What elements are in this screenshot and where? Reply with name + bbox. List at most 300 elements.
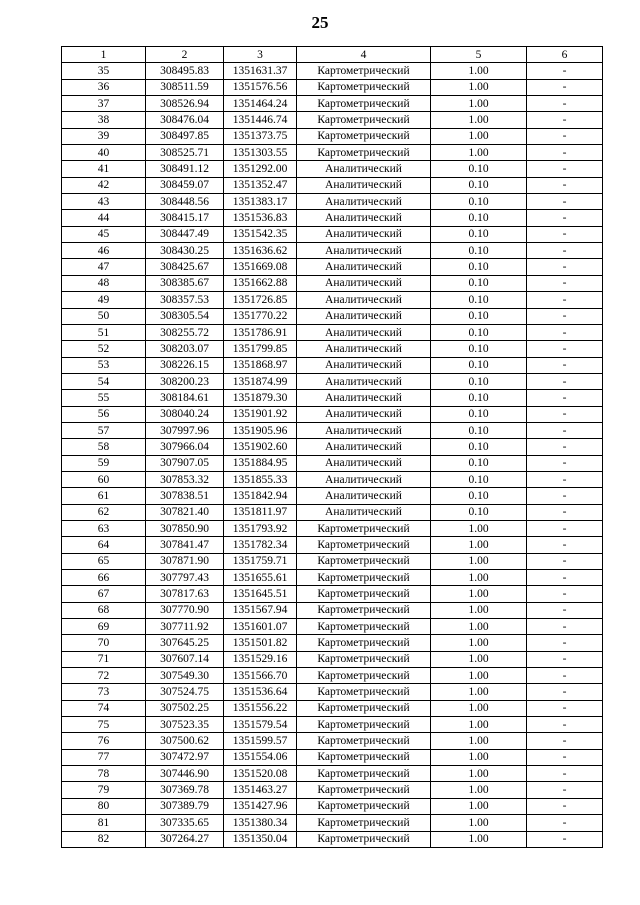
table-header bbox=[62, 47, 603, 63]
y-coordinate-cell: 1351759.71 bbox=[224, 553, 297, 569]
table-row bbox=[62, 570, 603, 586]
point-number-cell: 59 bbox=[62, 455, 146, 471]
point-number-cell: 35 bbox=[62, 63, 146, 79]
table-row bbox=[62, 177, 603, 193]
table-row bbox=[62, 602, 603, 618]
method-cell: Аналитический bbox=[297, 422, 431, 438]
x-coordinate-cell: 308476.04 bbox=[146, 112, 224, 128]
y-coordinate-cell: 1351868.97 bbox=[224, 357, 297, 373]
accuracy-cell: 1.00 bbox=[431, 668, 527, 684]
y-coordinate-cell: 1351811.97 bbox=[224, 504, 297, 520]
point-number-cell: 44 bbox=[62, 210, 146, 226]
x-coordinate-cell: 308497.85 bbox=[146, 128, 224, 144]
note-cell: - bbox=[527, 324, 603, 340]
note-cell: - bbox=[527, 128, 603, 144]
method-cell: Аналитический bbox=[297, 275, 431, 291]
y-coordinate-cell: 1351463.27 bbox=[224, 782, 297, 798]
y-coordinate-cell: 1351799.85 bbox=[224, 341, 297, 357]
point-number-cell: 77 bbox=[62, 749, 146, 765]
note-cell: - bbox=[527, 455, 603, 471]
note-cell: - bbox=[527, 619, 603, 635]
table-row bbox=[62, 439, 603, 455]
y-coordinate-cell: 1351645.51 bbox=[224, 586, 297, 602]
y-coordinate-cell: 1351380.34 bbox=[224, 815, 297, 831]
x-coordinate-cell: 308526.94 bbox=[146, 96, 224, 112]
y-coordinate-cell: 1351786.91 bbox=[224, 324, 297, 340]
accuracy-cell: 1.00 bbox=[431, 586, 527, 602]
point-number-cell: 63 bbox=[62, 520, 146, 536]
point-number-cell: 36 bbox=[62, 79, 146, 95]
method-cell: Аналитический bbox=[297, 373, 431, 389]
accuracy-cell: 1.00 bbox=[431, 145, 527, 161]
accuracy-cell: 0.10 bbox=[431, 161, 527, 177]
y-coordinate-cell: 1351536.83 bbox=[224, 210, 297, 226]
x-coordinate-cell: 308385.67 bbox=[146, 275, 224, 291]
note-cell: - bbox=[527, 684, 603, 700]
table-row bbox=[62, 373, 603, 389]
point-number-cell: 73 bbox=[62, 684, 146, 700]
y-coordinate-cell: 1351879.30 bbox=[224, 390, 297, 406]
method-cell: Аналитический bbox=[297, 292, 431, 308]
method-cell: Картометрический bbox=[297, 815, 431, 831]
table-row bbox=[62, 63, 603, 79]
point-number-cell: 41 bbox=[62, 161, 146, 177]
method-cell: Аналитический bbox=[297, 455, 431, 471]
x-coordinate-cell: 307907.05 bbox=[146, 455, 224, 471]
method-cell: Картометрический bbox=[297, 553, 431, 569]
accuracy-cell: 1.00 bbox=[431, 537, 527, 553]
accuracy-cell: 1.00 bbox=[431, 733, 527, 749]
point-number-cell: 45 bbox=[62, 226, 146, 242]
y-coordinate-cell: 1351905.96 bbox=[224, 422, 297, 438]
note-cell: - bbox=[527, 471, 603, 487]
method-cell: Картометрический bbox=[297, 570, 431, 586]
method-cell: Аналитический bbox=[297, 357, 431, 373]
point-number-cell: 64 bbox=[62, 537, 146, 553]
table-row bbox=[62, 504, 603, 520]
method-cell: Картометрический bbox=[297, 586, 431, 602]
accuracy-cell: 1.00 bbox=[431, 602, 527, 618]
point-number-cell: 82 bbox=[62, 831, 146, 847]
point-number-cell: 51 bbox=[62, 324, 146, 340]
note-cell: - bbox=[527, 79, 603, 95]
accuracy-cell: 1.00 bbox=[431, 684, 527, 700]
y-coordinate-cell: 1351542.35 bbox=[224, 226, 297, 242]
note-cell: - bbox=[527, 308, 603, 324]
x-coordinate-cell: 308184.61 bbox=[146, 390, 224, 406]
accuracy-cell: 1.00 bbox=[431, 749, 527, 765]
table-row bbox=[62, 406, 603, 422]
x-coordinate-cell: 307335.65 bbox=[146, 815, 224, 831]
table-row bbox=[62, 275, 603, 291]
table-row bbox=[62, 96, 603, 112]
method-cell: Аналитический bbox=[297, 308, 431, 324]
method-cell: Аналитический bbox=[297, 210, 431, 226]
x-coordinate-cell: 307711.92 bbox=[146, 619, 224, 635]
y-coordinate-cell: 1351427.96 bbox=[224, 798, 297, 814]
method-cell: Картометрический bbox=[297, 537, 431, 553]
y-coordinate-cell: 1351554.06 bbox=[224, 749, 297, 765]
accuracy-cell: 0.10 bbox=[431, 243, 527, 259]
x-coordinate-cell: 307997.96 bbox=[146, 422, 224, 438]
y-coordinate-cell: 1351303.55 bbox=[224, 145, 297, 161]
note-cell: - bbox=[527, 406, 603, 422]
table-row bbox=[62, 766, 603, 782]
x-coordinate-cell: 308511.59 bbox=[146, 79, 224, 95]
accuracy-cell: 0.10 bbox=[431, 226, 527, 242]
x-coordinate-cell: 307369.78 bbox=[146, 782, 224, 798]
point-number-cell: 69 bbox=[62, 619, 146, 635]
x-coordinate-cell: 307524.75 bbox=[146, 684, 224, 700]
point-number-cell: 47 bbox=[62, 259, 146, 275]
y-coordinate-cell: 1351520.08 bbox=[224, 766, 297, 782]
table-row bbox=[62, 831, 603, 847]
point-number-cell: 66 bbox=[62, 570, 146, 586]
method-cell: Картометрический bbox=[297, 112, 431, 128]
table-row bbox=[62, 520, 603, 536]
note-cell: - bbox=[527, 194, 603, 210]
x-coordinate-cell: 308491.12 bbox=[146, 161, 224, 177]
accuracy-cell: 1.00 bbox=[431, 717, 527, 733]
method-cell: Картометрический bbox=[297, 79, 431, 95]
x-coordinate-cell: 308525.71 bbox=[146, 145, 224, 161]
y-coordinate-cell: 1351536.64 bbox=[224, 684, 297, 700]
accuracy-cell: 0.10 bbox=[431, 341, 527, 357]
note-cell: - bbox=[527, 504, 603, 520]
note-cell: - bbox=[527, 668, 603, 684]
note-cell: - bbox=[527, 733, 603, 749]
note-cell: - bbox=[527, 161, 603, 177]
accuracy-cell: 0.10 bbox=[431, 373, 527, 389]
y-coordinate-cell: 1351874.99 bbox=[224, 373, 297, 389]
accuracy-cell: 1.00 bbox=[431, 635, 527, 651]
y-coordinate-cell: 1351855.33 bbox=[224, 471, 297, 487]
x-coordinate-cell: 307838.51 bbox=[146, 488, 224, 504]
header-cell: 4 bbox=[297, 47, 431, 63]
table-row bbox=[62, 668, 603, 684]
y-coordinate-cell: 1351655.61 bbox=[224, 570, 297, 586]
point-number-cell: 42 bbox=[62, 177, 146, 193]
x-coordinate-cell: 308200.23 bbox=[146, 373, 224, 389]
method-cell: Картометрический bbox=[297, 651, 431, 667]
accuracy-cell: 1.00 bbox=[431, 831, 527, 847]
note-cell: - bbox=[527, 63, 603, 79]
method-cell: Картометрический bbox=[297, 619, 431, 635]
method-cell: Аналитический bbox=[297, 504, 431, 520]
accuracy-cell: 1.00 bbox=[431, 63, 527, 79]
note-cell: - bbox=[527, 570, 603, 586]
accuracy-cell: 0.10 bbox=[431, 471, 527, 487]
table-row bbox=[62, 782, 603, 798]
y-coordinate-cell: 1351669.08 bbox=[224, 259, 297, 275]
y-coordinate-cell: 1351599.57 bbox=[224, 733, 297, 749]
x-coordinate-cell: 307549.30 bbox=[146, 668, 224, 684]
method-cell: Аналитический bbox=[297, 439, 431, 455]
header-row bbox=[62, 47, 603, 63]
point-number-cell: 60 bbox=[62, 471, 146, 487]
x-coordinate-cell: 307966.04 bbox=[146, 439, 224, 455]
method-cell: Картометрический bbox=[297, 700, 431, 716]
accuracy-cell: 0.10 bbox=[431, 177, 527, 193]
coordinates-table bbox=[61, 46, 603, 848]
table-row bbox=[62, 700, 603, 716]
x-coordinate-cell: 308415.17 bbox=[146, 210, 224, 226]
method-cell: Картометрический bbox=[297, 766, 431, 782]
table-row bbox=[62, 586, 603, 602]
x-coordinate-cell: 308425.67 bbox=[146, 259, 224, 275]
method-cell: Аналитический bbox=[297, 341, 431, 357]
note-cell: - bbox=[527, 766, 603, 782]
point-number-cell: 78 bbox=[62, 766, 146, 782]
point-number-cell: 48 bbox=[62, 275, 146, 291]
point-number-cell: 40 bbox=[62, 145, 146, 161]
table-row bbox=[62, 128, 603, 144]
note-cell: - bbox=[527, 651, 603, 667]
point-number-cell: 65 bbox=[62, 553, 146, 569]
point-number-cell: 71 bbox=[62, 651, 146, 667]
x-coordinate-cell: 307502.25 bbox=[146, 700, 224, 716]
point-number-cell: 68 bbox=[62, 602, 146, 618]
header-cell: 3 bbox=[224, 47, 297, 63]
method-cell: Картометрический bbox=[297, 520, 431, 536]
x-coordinate-cell: 307446.90 bbox=[146, 766, 224, 782]
note-cell: - bbox=[527, 177, 603, 193]
method-cell: Картометрический bbox=[297, 798, 431, 814]
point-number-cell: 76 bbox=[62, 733, 146, 749]
y-coordinate-cell: 1351636.62 bbox=[224, 243, 297, 259]
table-row bbox=[62, 749, 603, 765]
note-cell: - bbox=[527, 439, 603, 455]
note-cell: - bbox=[527, 602, 603, 618]
y-coordinate-cell: 1351464.24 bbox=[224, 96, 297, 112]
accuracy-cell: 1.00 bbox=[431, 700, 527, 716]
point-number-cell: 70 bbox=[62, 635, 146, 651]
table-row bbox=[62, 455, 603, 471]
x-coordinate-cell: 308495.83 bbox=[146, 63, 224, 79]
y-coordinate-cell: 1351726.85 bbox=[224, 292, 297, 308]
accuracy-cell: 0.10 bbox=[431, 292, 527, 308]
note-cell: - bbox=[527, 782, 603, 798]
x-coordinate-cell: 307770.90 bbox=[146, 602, 224, 618]
note-cell: - bbox=[527, 145, 603, 161]
table-row bbox=[62, 194, 603, 210]
table-row bbox=[62, 422, 603, 438]
accuracy-cell: 1.00 bbox=[431, 570, 527, 586]
method-cell: Картометрический bbox=[297, 96, 431, 112]
method-cell: Картометрический bbox=[297, 602, 431, 618]
table-row bbox=[62, 341, 603, 357]
page-number: 25 bbox=[311, 13, 329, 32]
y-coordinate-cell: 1351579.54 bbox=[224, 717, 297, 733]
accuracy-cell: 0.10 bbox=[431, 210, 527, 226]
accuracy-cell: 1.00 bbox=[431, 651, 527, 667]
method-cell: Картометрический bbox=[297, 717, 431, 733]
x-coordinate-cell: 307853.32 bbox=[146, 471, 224, 487]
x-coordinate-cell: 307645.25 bbox=[146, 635, 224, 651]
x-coordinate-cell: 308459.07 bbox=[146, 177, 224, 193]
table-row bbox=[62, 112, 603, 128]
point-number-cell: 80 bbox=[62, 798, 146, 814]
accuracy-cell: 0.10 bbox=[431, 194, 527, 210]
point-number-cell: 56 bbox=[62, 406, 146, 422]
point-number-cell: 55 bbox=[62, 390, 146, 406]
point-number-cell: 57 bbox=[62, 422, 146, 438]
note-cell: - bbox=[527, 226, 603, 242]
method-cell: Картометрический bbox=[297, 668, 431, 684]
y-coordinate-cell: 1351902.60 bbox=[224, 439, 297, 455]
x-coordinate-cell: 307607.14 bbox=[146, 651, 224, 667]
note-cell: - bbox=[527, 635, 603, 651]
point-number-cell: 72 bbox=[62, 668, 146, 684]
x-coordinate-cell: 307389.79 bbox=[146, 798, 224, 814]
table-row bbox=[62, 537, 603, 553]
y-coordinate-cell: 1351793.92 bbox=[224, 520, 297, 536]
note-cell: - bbox=[527, 275, 603, 291]
method-cell: Аналитический bbox=[297, 471, 431, 487]
method-cell: Картометрический bbox=[297, 831, 431, 847]
note-cell: - bbox=[527, 357, 603, 373]
header-cell: 2 bbox=[146, 47, 224, 63]
accuracy-cell: 0.10 bbox=[431, 439, 527, 455]
y-coordinate-cell: 1351446.74 bbox=[224, 112, 297, 128]
point-number-cell: 52 bbox=[62, 341, 146, 357]
x-coordinate-cell: 308255.72 bbox=[146, 324, 224, 340]
note-cell: - bbox=[527, 341, 603, 357]
table-body bbox=[62, 63, 603, 848]
point-number-cell: 49 bbox=[62, 292, 146, 308]
note-cell: - bbox=[527, 700, 603, 716]
note-cell: - bbox=[527, 259, 603, 275]
table-row bbox=[62, 259, 603, 275]
point-number-cell: 53 bbox=[62, 357, 146, 373]
note-cell: - bbox=[527, 749, 603, 765]
method-cell: Аналитический bbox=[297, 226, 431, 242]
y-coordinate-cell: 1351566.70 bbox=[224, 668, 297, 684]
table-row bbox=[62, 488, 603, 504]
method-cell: Аналитический bbox=[297, 194, 431, 210]
x-coordinate-cell: 307821.40 bbox=[146, 504, 224, 520]
accuracy-cell: 0.10 bbox=[431, 455, 527, 471]
x-coordinate-cell: 307500.62 bbox=[146, 733, 224, 749]
table-row bbox=[62, 145, 603, 161]
y-coordinate-cell: 1351576.56 bbox=[224, 79, 297, 95]
y-coordinate-cell: 1351662.88 bbox=[224, 275, 297, 291]
x-coordinate-cell: 308357.53 bbox=[146, 292, 224, 308]
table-row bbox=[62, 635, 603, 651]
accuracy-cell: 0.10 bbox=[431, 259, 527, 275]
y-coordinate-cell: 1351567.94 bbox=[224, 602, 297, 618]
accuracy-cell: 1.00 bbox=[431, 112, 527, 128]
accuracy-cell: 1.00 bbox=[431, 815, 527, 831]
x-coordinate-cell: 307817.63 bbox=[146, 586, 224, 602]
table-row bbox=[62, 79, 603, 95]
accuracy-cell: 0.10 bbox=[431, 308, 527, 324]
method-cell: Аналитический bbox=[297, 488, 431, 504]
header-cell: 6 bbox=[527, 47, 603, 63]
accuracy-cell: 1.00 bbox=[431, 619, 527, 635]
table-row bbox=[62, 471, 603, 487]
method-cell: Аналитический bbox=[297, 324, 431, 340]
note-cell: - bbox=[527, 422, 603, 438]
y-coordinate-cell: 1351529.16 bbox=[224, 651, 297, 667]
y-coordinate-cell: 1351556.22 bbox=[224, 700, 297, 716]
note-cell: - bbox=[527, 520, 603, 536]
method-cell: Картометрический bbox=[297, 635, 431, 651]
note-cell: - bbox=[527, 586, 603, 602]
table-row bbox=[62, 324, 603, 340]
point-number-cell: 43 bbox=[62, 194, 146, 210]
note-cell: - bbox=[527, 815, 603, 831]
point-number-cell: 61 bbox=[62, 488, 146, 504]
table-row bbox=[62, 357, 603, 373]
point-number-cell: 38 bbox=[62, 112, 146, 128]
x-coordinate-cell: 307841.47 bbox=[146, 537, 224, 553]
x-coordinate-cell: 308448.56 bbox=[146, 194, 224, 210]
table-row bbox=[62, 717, 603, 733]
table-row bbox=[62, 651, 603, 667]
point-number-cell: 50 bbox=[62, 308, 146, 324]
y-coordinate-cell: 1351373.75 bbox=[224, 128, 297, 144]
note-cell: - bbox=[527, 243, 603, 259]
y-coordinate-cell: 1351884.95 bbox=[224, 455, 297, 471]
accuracy-cell: 1.00 bbox=[431, 782, 527, 798]
method-cell: Аналитический bbox=[297, 390, 431, 406]
table-row bbox=[62, 798, 603, 814]
note-cell: - bbox=[527, 798, 603, 814]
note-cell: - bbox=[527, 112, 603, 128]
y-coordinate-cell: 1351631.37 bbox=[224, 63, 297, 79]
x-coordinate-cell: 308305.54 bbox=[146, 308, 224, 324]
accuracy-cell: 0.10 bbox=[431, 504, 527, 520]
x-coordinate-cell: 307264.27 bbox=[146, 831, 224, 847]
table-row bbox=[62, 210, 603, 226]
table-row bbox=[62, 733, 603, 749]
table-row bbox=[62, 308, 603, 324]
accuracy-cell: 1.00 bbox=[431, 766, 527, 782]
method-cell: Картометрический bbox=[297, 749, 431, 765]
table-row bbox=[62, 553, 603, 569]
x-coordinate-cell: 308040.24 bbox=[146, 406, 224, 422]
point-number-cell: 74 bbox=[62, 700, 146, 716]
method-cell: Картометрический bbox=[297, 145, 431, 161]
accuracy-cell: 0.10 bbox=[431, 422, 527, 438]
x-coordinate-cell: 307797.43 bbox=[146, 570, 224, 586]
table-row bbox=[62, 292, 603, 308]
method-cell: Аналитический bbox=[297, 259, 431, 275]
note-cell: - bbox=[527, 390, 603, 406]
y-coordinate-cell: 1351350.04 bbox=[224, 831, 297, 847]
x-coordinate-cell: 307523.35 bbox=[146, 717, 224, 733]
x-coordinate-cell: 308430.25 bbox=[146, 243, 224, 259]
y-coordinate-cell: 1351501.82 bbox=[224, 635, 297, 651]
y-coordinate-cell: 1351292.00 bbox=[224, 161, 297, 177]
y-coordinate-cell: 1351601.07 bbox=[224, 619, 297, 635]
accuracy-cell: 0.10 bbox=[431, 324, 527, 340]
point-number-cell: 39 bbox=[62, 128, 146, 144]
note-cell: - bbox=[527, 553, 603, 569]
note-cell: - bbox=[527, 488, 603, 504]
x-coordinate-cell: 307850.90 bbox=[146, 520, 224, 536]
accuracy-cell: 1.00 bbox=[431, 798, 527, 814]
note-cell: - bbox=[527, 537, 603, 553]
method-cell: Аналитический bbox=[297, 161, 431, 177]
header-cell: 5 bbox=[431, 47, 527, 63]
method-cell: Картометрический bbox=[297, 782, 431, 798]
table-row bbox=[62, 815, 603, 831]
x-coordinate-cell: 307871.90 bbox=[146, 553, 224, 569]
method-cell: Аналитический bbox=[297, 243, 431, 259]
table-row bbox=[62, 243, 603, 259]
